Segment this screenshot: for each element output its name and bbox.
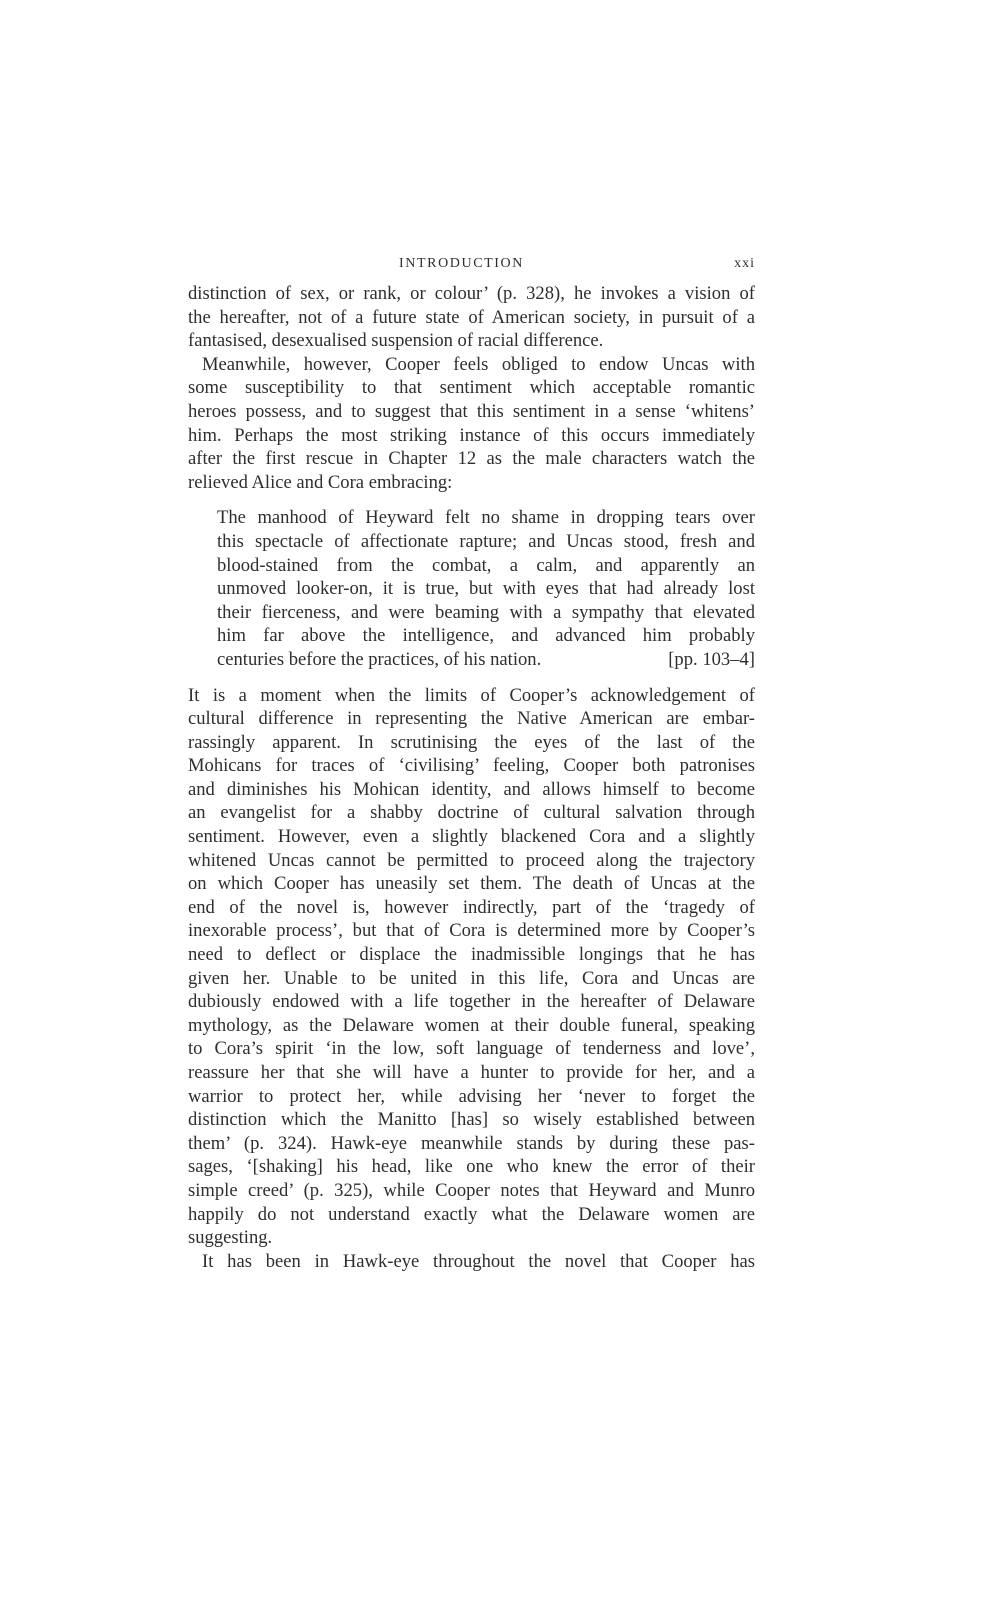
text-line: distinction of sex, or rank, or colour’ (p. 328), he invokes a vision of xyxy=(188,283,755,304)
text-line: end of the novel is, however indirectly, part of the ‘tragedy of xyxy=(188,896,755,918)
text-line: cultural difference in representing the Native American are embar- xyxy=(188,708,755,730)
text-line xyxy=(217,648,755,672)
running-title: INTRODUCTION xyxy=(399,256,524,271)
text-line: the hereafter, not of a future state of American society, in pursuit of a xyxy=(188,306,755,328)
text-line: an evangelist for a shabby doctrine of cultural salvation through xyxy=(188,802,755,824)
text-line: and diminishes his Mohican identity, and allows himself to become xyxy=(188,778,755,800)
text-line: some susceptibility to that sentiment which acceptable romantic xyxy=(188,377,755,399)
text-line: It has been in Hawk-eye throughout the novel that Cooper has xyxy=(202,1250,755,1272)
text-line: on which Cooper has uneasily set them. The death of Uncas at the xyxy=(188,873,755,895)
text-line: blood-stained from the combat, a calm, and apparently an xyxy=(217,554,755,576)
text-line: inexorable process’, but that of Cora is determined more by Cooper’s xyxy=(188,920,755,942)
text-line: sages, ‘[shaking] his head, like one who knew the error of their xyxy=(188,1156,755,1178)
text-line: to Cora’s spirit ‘in the low, soft language of tenderness and love’, xyxy=(188,1038,755,1060)
text-line: him far above the intelligence, and advanced him probably xyxy=(217,625,755,647)
text-line: him. Perhaps the most striking instance of this occurs immediately xyxy=(188,424,755,446)
book-page xyxy=(188,252,755,1273)
text-line: The manhood of Heyward felt no shame in dropping tears over xyxy=(217,507,755,529)
text-line: Meanwhile, however, Cooper feels obliged to endow Uncas with xyxy=(202,353,755,375)
text-line: need to deflect or displace the inadmissible longings that he has xyxy=(188,944,755,966)
paragraph-3 xyxy=(188,684,755,1250)
text-line: heroes possess, and to suggest that this sentiment in a sense ‘whitens’ xyxy=(188,400,755,422)
quote-citation: [pp. 103–4] xyxy=(668,648,755,670)
text-line: after the first rescue in Chapter 12 as the male characters watch the xyxy=(188,448,755,470)
text-line: mythology, as the Delaware women at their double funeral, speaking xyxy=(188,1014,755,1036)
text-line: warrior to protect her, while advising her ‘never to forget the xyxy=(188,1085,755,1107)
text-line: simple creed’ (p. 325), while Cooper notes that Heyward and Munro xyxy=(188,1179,755,1201)
text-line: their fierceness, and were beaming with a sympathy that elevated xyxy=(217,601,755,623)
text-line: centuries before the practices, of his nation. xyxy=(217,648,542,670)
text-line: distinction which the Manitto [has] so wisely established between xyxy=(188,1109,755,1131)
text-line: dubiously endowed with a life together in the hereafter of Delaware xyxy=(188,991,755,1013)
text-line: them’ (p. 324). Hawk-eye meanwhile stands by during these pas- xyxy=(188,1132,755,1154)
text-line: reassure her that she will have a hunter to provide for her, and a xyxy=(188,1062,755,1083)
block-quote xyxy=(217,506,755,671)
text-line: this spectacle of affectionate rapture; and Uncas stood, fresh and xyxy=(217,530,755,552)
text-line: Mohicans for traces of ‘civilising’ feeling, Cooper both patronises xyxy=(188,755,755,777)
running-header xyxy=(188,252,755,282)
page-number: xxi xyxy=(734,256,755,271)
text-line: unmoved looker-on, it is true, but with eyes that had already lost xyxy=(217,578,755,600)
paragraph-4 xyxy=(188,1250,755,1274)
paragraph-2 xyxy=(188,353,755,495)
text-line: rassingly apparent. In scrutinising the eyes of the last of the xyxy=(188,731,755,753)
paragraph-1 xyxy=(188,282,755,353)
text-line: suggesting. xyxy=(188,1227,273,1249)
text-line: whitened Uncas cannot be permitted to proceed along the trajectory xyxy=(188,849,755,871)
text-line: It is a moment when the limits of Cooper’s acknowledgement of xyxy=(188,684,755,706)
text-line: sentiment. However, even a slightly blackened Cora and a slightly xyxy=(188,826,755,848)
text-line: relieved Alice and Cora embracing: xyxy=(188,471,453,493)
text-line: given her. Unable to be united in this life, Cora and Uncas are xyxy=(188,967,755,989)
text-line: fantasised, desexualised suspension of racial difference. xyxy=(188,330,604,352)
text-line: happily do not understand exactly what the Delaware women are xyxy=(188,1203,755,1225)
